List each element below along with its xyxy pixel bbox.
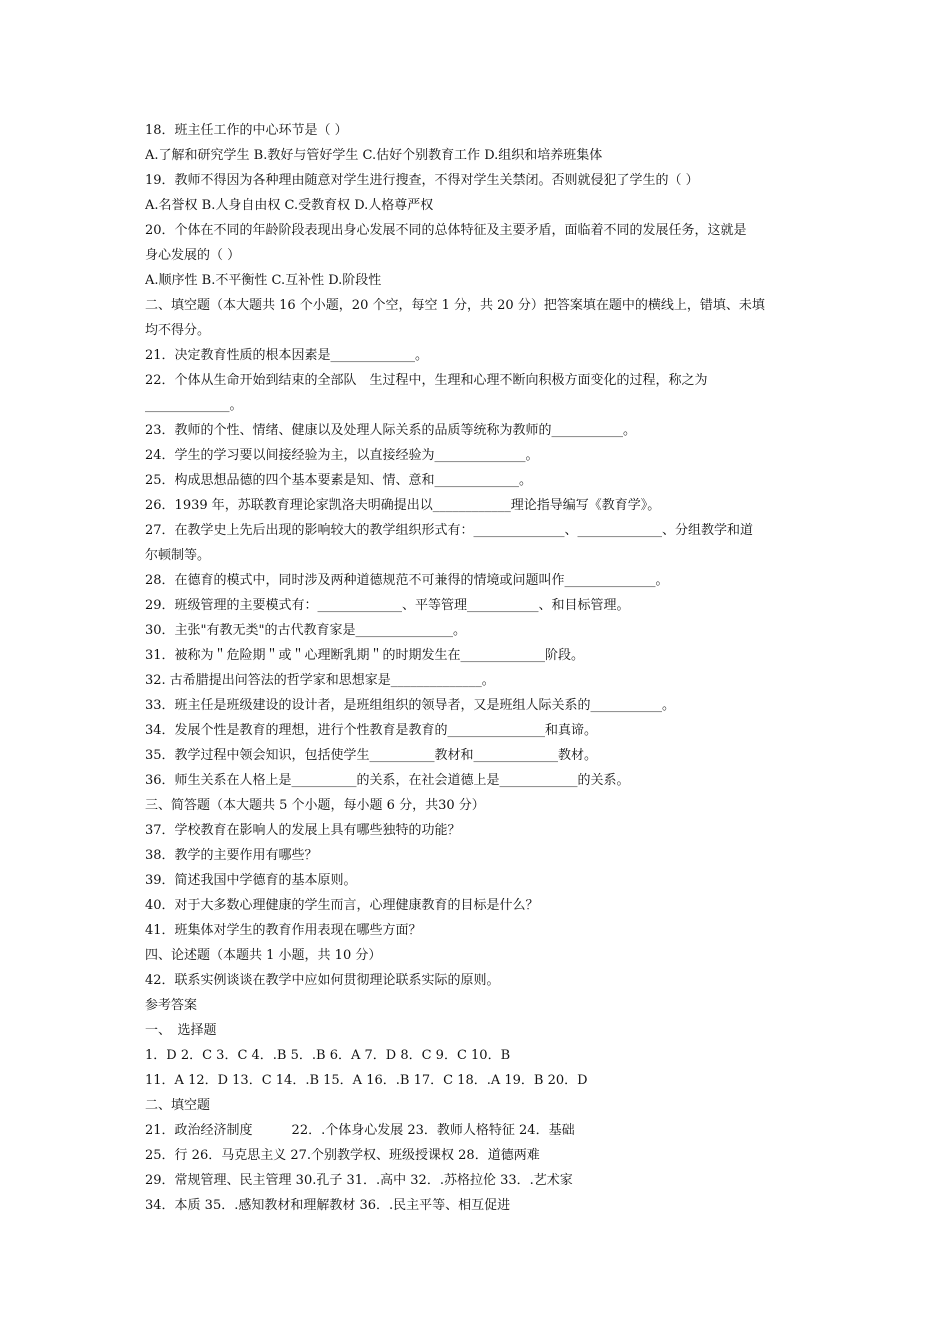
question-19-options: A.名誉权 B.人身自由权 C.受教育权 D.人格尊严权 <box>145 198 434 213</box>
answers-25-28: 25．行 26．马克思主义 27.个别教学权、班级授课权 28．道德两难 <box>145 1148 540 1163</box>
question-20-options: A.顺序性 B.不平衡性 C.互补性 D.阶段性 <box>145 273 382 288</box>
section-essay-heading: 四、论述题（本题共 1 小题，共 10 分） <box>145 948 382 963</box>
question-21: 21．决定教育性质的根本因素是_____________。 <box>145 348 429 363</box>
question-32: 32. 古希腊提出问答法的哲学家和思想家是______________。 <box>145 673 495 688</box>
answer-fill-blank-heading: 二、填空题 <box>145 1098 211 1113</box>
question-25: 25．构成思想品德的四个基本要素是知、情、意和_____________。 <box>145 473 533 488</box>
question-20-continued: 身心发展的（ ） <box>145 248 241 263</box>
question-27-continued: 尔顿制等。 <box>145 548 211 563</box>
answer-key-heading: 参考答案 <box>145 998 198 1013</box>
question-30: 30．主张"有教无类"的古代教育家是_______________。 <box>145 623 467 638</box>
answer-multiple-choice-heading: 一、 选择题 <box>145 1023 217 1038</box>
document-page <box>145 118 810 1218</box>
question-22: 22．个体从生命开始到结束的全部队 生过程中，生理和心理不断向积极方面变化的过程，称之为 <box>145 373 708 388</box>
question-23: 23．教师的个性、情绪、健康以及处理人际关系的品质等统称为教师的___________。 <box>145 423 637 438</box>
question-42: 42．联系实例谈谈在教学中应如何贯彻理论联系实际的原则。 <box>145 973 500 988</box>
question-40: 40．对于大多数心理健康的学生而言，心理健康教育的目标是什么？ <box>145 898 539 913</box>
answers-21-24: 21．政治经济制度 22．.个体身心发展 23．教师人格特征 24．基础 <box>145 1123 575 1138</box>
question-28: 28．在德育的模式中，同时涉及两种道德规范不可兼得的情境或问题叫作______________。 <box>145 573 669 588</box>
answers-29-33: 29．常规管理、民主管理 30.孔子 31．.高中 32．.苏格拉伦 33．.艺术家 <box>145 1173 573 1188</box>
answers-11-20: 11．A 12．D 13．C 14．.B 15．A 16．.B 17．C 18．.A 19．B 20．D <box>145 1073 588 1088</box>
question-24: 24．学生的学习要以间接经验为主，以直接经验为______________。 <box>145 448 539 463</box>
question-18-options: A.了解和研究学生 B.教好与管好学生 C.估好个别教育工作 D.组织和培养班集体 <box>145 148 603 163</box>
question-26: 26．1939 年，苏联教育理论家凯洛夫明确提出以____________理论指导编写《教育学》。 <box>145 498 661 513</box>
answers-34-36: 34．本质 35．.感知教材和理解教材 36．.民主平等、相互促进 <box>145 1198 511 1213</box>
question-41: 41．班集体对学生的教育作用表现在哪些方面？ <box>145 923 422 938</box>
question-29: 29．班级管理的主要模式有：_____________、平等管理___________、和目标管理。 <box>145 598 630 613</box>
question-31: 31．被称为＂危险期＂或＂心理断乳期＂的时期发生在_____________阶段。 <box>145 648 585 663</box>
question-36: 36．师生关系在人格上是__________的关系，在社会道德上是____________的关系。 <box>145 773 630 788</box>
question-22-blank: _____________。 <box>145 398 243 413</box>
question-39: 39．简述我国中学德育的基本原则。 <box>145 873 357 888</box>
question-27: 27．在教学史上先后出现的影响较大的教学组织形式有：______________、_____________、分组教学和道 <box>145 523 754 538</box>
answers-1-10: 1．D 2．C 3．C 4．.B 5．.B 6．A 7．D 8．C 9．C 10．B <box>145 1048 511 1063</box>
question-20: 20．个体在不同的年龄阶段表现出身心发展不同的总体特征及主要矛盾，面临着不同的发展任务，这就是 <box>145 223 747 238</box>
question-18: 18．班主任工作的中心环节是（ ） <box>145 123 348 138</box>
section-fill-blank-heading: 二、填空题（本大题共 16 个小题，20 个空，每空 1 分，共 20 分）把答案填在题中的横线上，错填、未填 <box>145 298 765 313</box>
question-35: 35．教学过程中领会知识，包括使学生__________教材和_____________教材。 <box>145 748 598 763</box>
section-fill-blank-heading-continued: 均不得分。 <box>145 323 211 338</box>
question-37: 37．学校教育在影响人的发展上具有哪些独特的功能？ <box>145 823 461 838</box>
question-34: 34．发展个性是教育的理想，进行个性教育是教育的_______________和真谛。 <box>145 723 598 738</box>
question-38: 38．教学的主要作用有哪些？ <box>145 848 318 863</box>
question-33: 33．班主任是班级建设的设计者，是班组组织的领导者，又是班组人际关系的___________。 <box>145 698 676 713</box>
question-19: 19．教师不得因为各种理由随意对学生进行搜查，不得对学生关禁闭。否则就侵犯了学生的（ ） <box>145 173 699 188</box>
section-short-answer-heading: 三、简答题（本大题共 5 个小题，每小题 6 分，共30 分） <box>145 798 485 813</box>
